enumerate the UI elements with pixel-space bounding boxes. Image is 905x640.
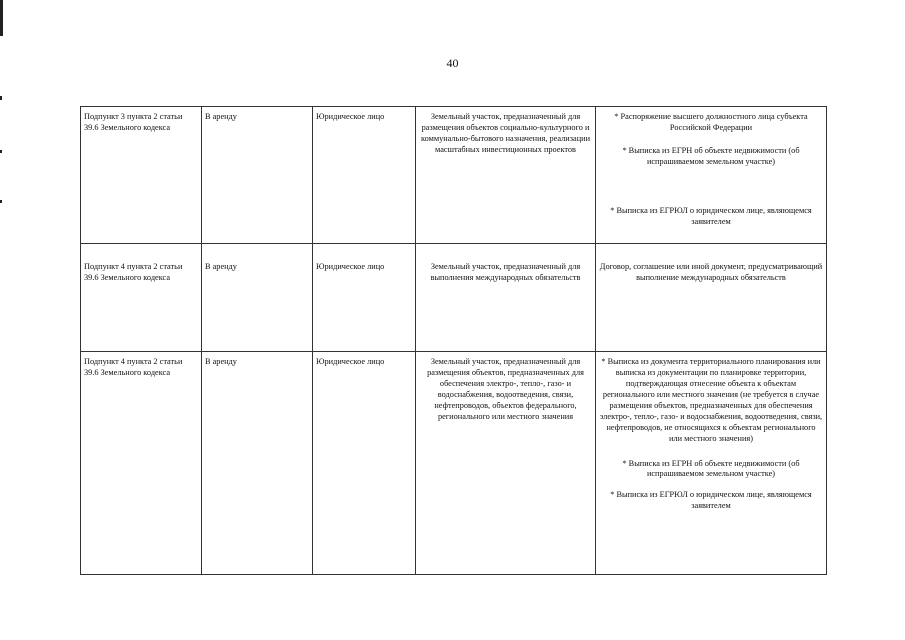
- document-item: * Выписка из ЕГРН об объекте недвижимости (об испрашиваемом земельном участке): [622, 458, 800, 479]
- scan-edge-mark: [0, 200, 2, 203]
- scan-edge-mark: [0, 150, 2, 153]
- scan-edge-mark: [0, 0, 3, 36]
- legal-basis-cell: Подпункт 3 пункта 2 статьи 39.6 Земельного кодекса: [81, 107, 202, 244]
- document-item: Договор, соглашение или иной документ, предусматривающий выполнение международных обязательств: [599, 262, 823, 282]
- document-item: * Распоряжение высшего должностного лица субъекта Российской Федерации: [614, 112, 808, 132]
- land-plot-cell: Земельный участок, предназначенный для размещения объектов, предназначенных для обеспечения электро-, тепло-, газо- и водоснабжения, водоотведения, связи, нефтепроводов, объектов федерального, регионального или местного значения: [416, 352, 596, 575]
- document-item: * Выписка из ЕГРЮЛ о юридическом лице, являющемся заявителем: [610, 205, 812, 226]
- land-right-cell: В аренду: [202, 107, 313, 244]
- documents-cell: [596, 244, 827, 352]
- land-right-cell: В аренду: [202, 352, 313, 575]
- land-right-cell: В аренду: [202, 244, 313, 352]
- table-row: [81, 244, 827, 352]
- document-item: * Выписка из ЕГРН об объекте недвижимости (об испрашиваемом земельном участке): [622, 145, 800, 166]
- documents-cell: [596, 107, 827, 244]
- legal-basis-cell: Подпункт 4 пункта 2 статьи 39.6 Земельного кодекса: [81, 352, 202, 575]
- land-plot-cell: Земельный участок, предназначенный для размещения объектов социально-культурного и коммунально-бытового назначения, реализации масштабных инвестиционных проектов: [416, 107, 596, 244]
- applicant-cell: Юридическое лицо: [313, 352, 416, 575]
- land-plot-cell: Земельный участок, предназначенный для выполнения международных обязательств: [416, 244, 596, 352]
- documents-cell: [596, 352, 827, 575]
- scan-edge-mark: [0, 96, 2, 100]
- applicant-cell: Юридическое лицо: [313, 107, 416, 244]
- applicant-cell: Юридическое лицо: [313, 244, 416, 352]
- page-number: 40: [446, 56, 459, 70]
- table-row: [81, 352, 827, 575]
- legal-basis-cell: Подпункт 4 пункта 2 статьи 39.6 Земельного кодекса: [81, 244, 202, 352]
- table-row: [81, 107, 827, 244]
- document-table: [80, 106, 827, 575]
- document-item: * Выписка из ЕГРЮЛ о юридическом лице, являющемся заявителем: [610, 490, 812, 511]
- document-item: * Выписка из документа территориального планирования или выписка из документации по планировке территории, подтверждающая отнесение объекта к объектам регионального или местного значения (не требуется в случае размещения объектов, предназначенных для обеспечения электро-, тепло-, газо- и водоснабжения, водоотведения, связи, нефтепроводов, не относящихся к объектам регионального или местного значения): [599, 357, 823, 443]
